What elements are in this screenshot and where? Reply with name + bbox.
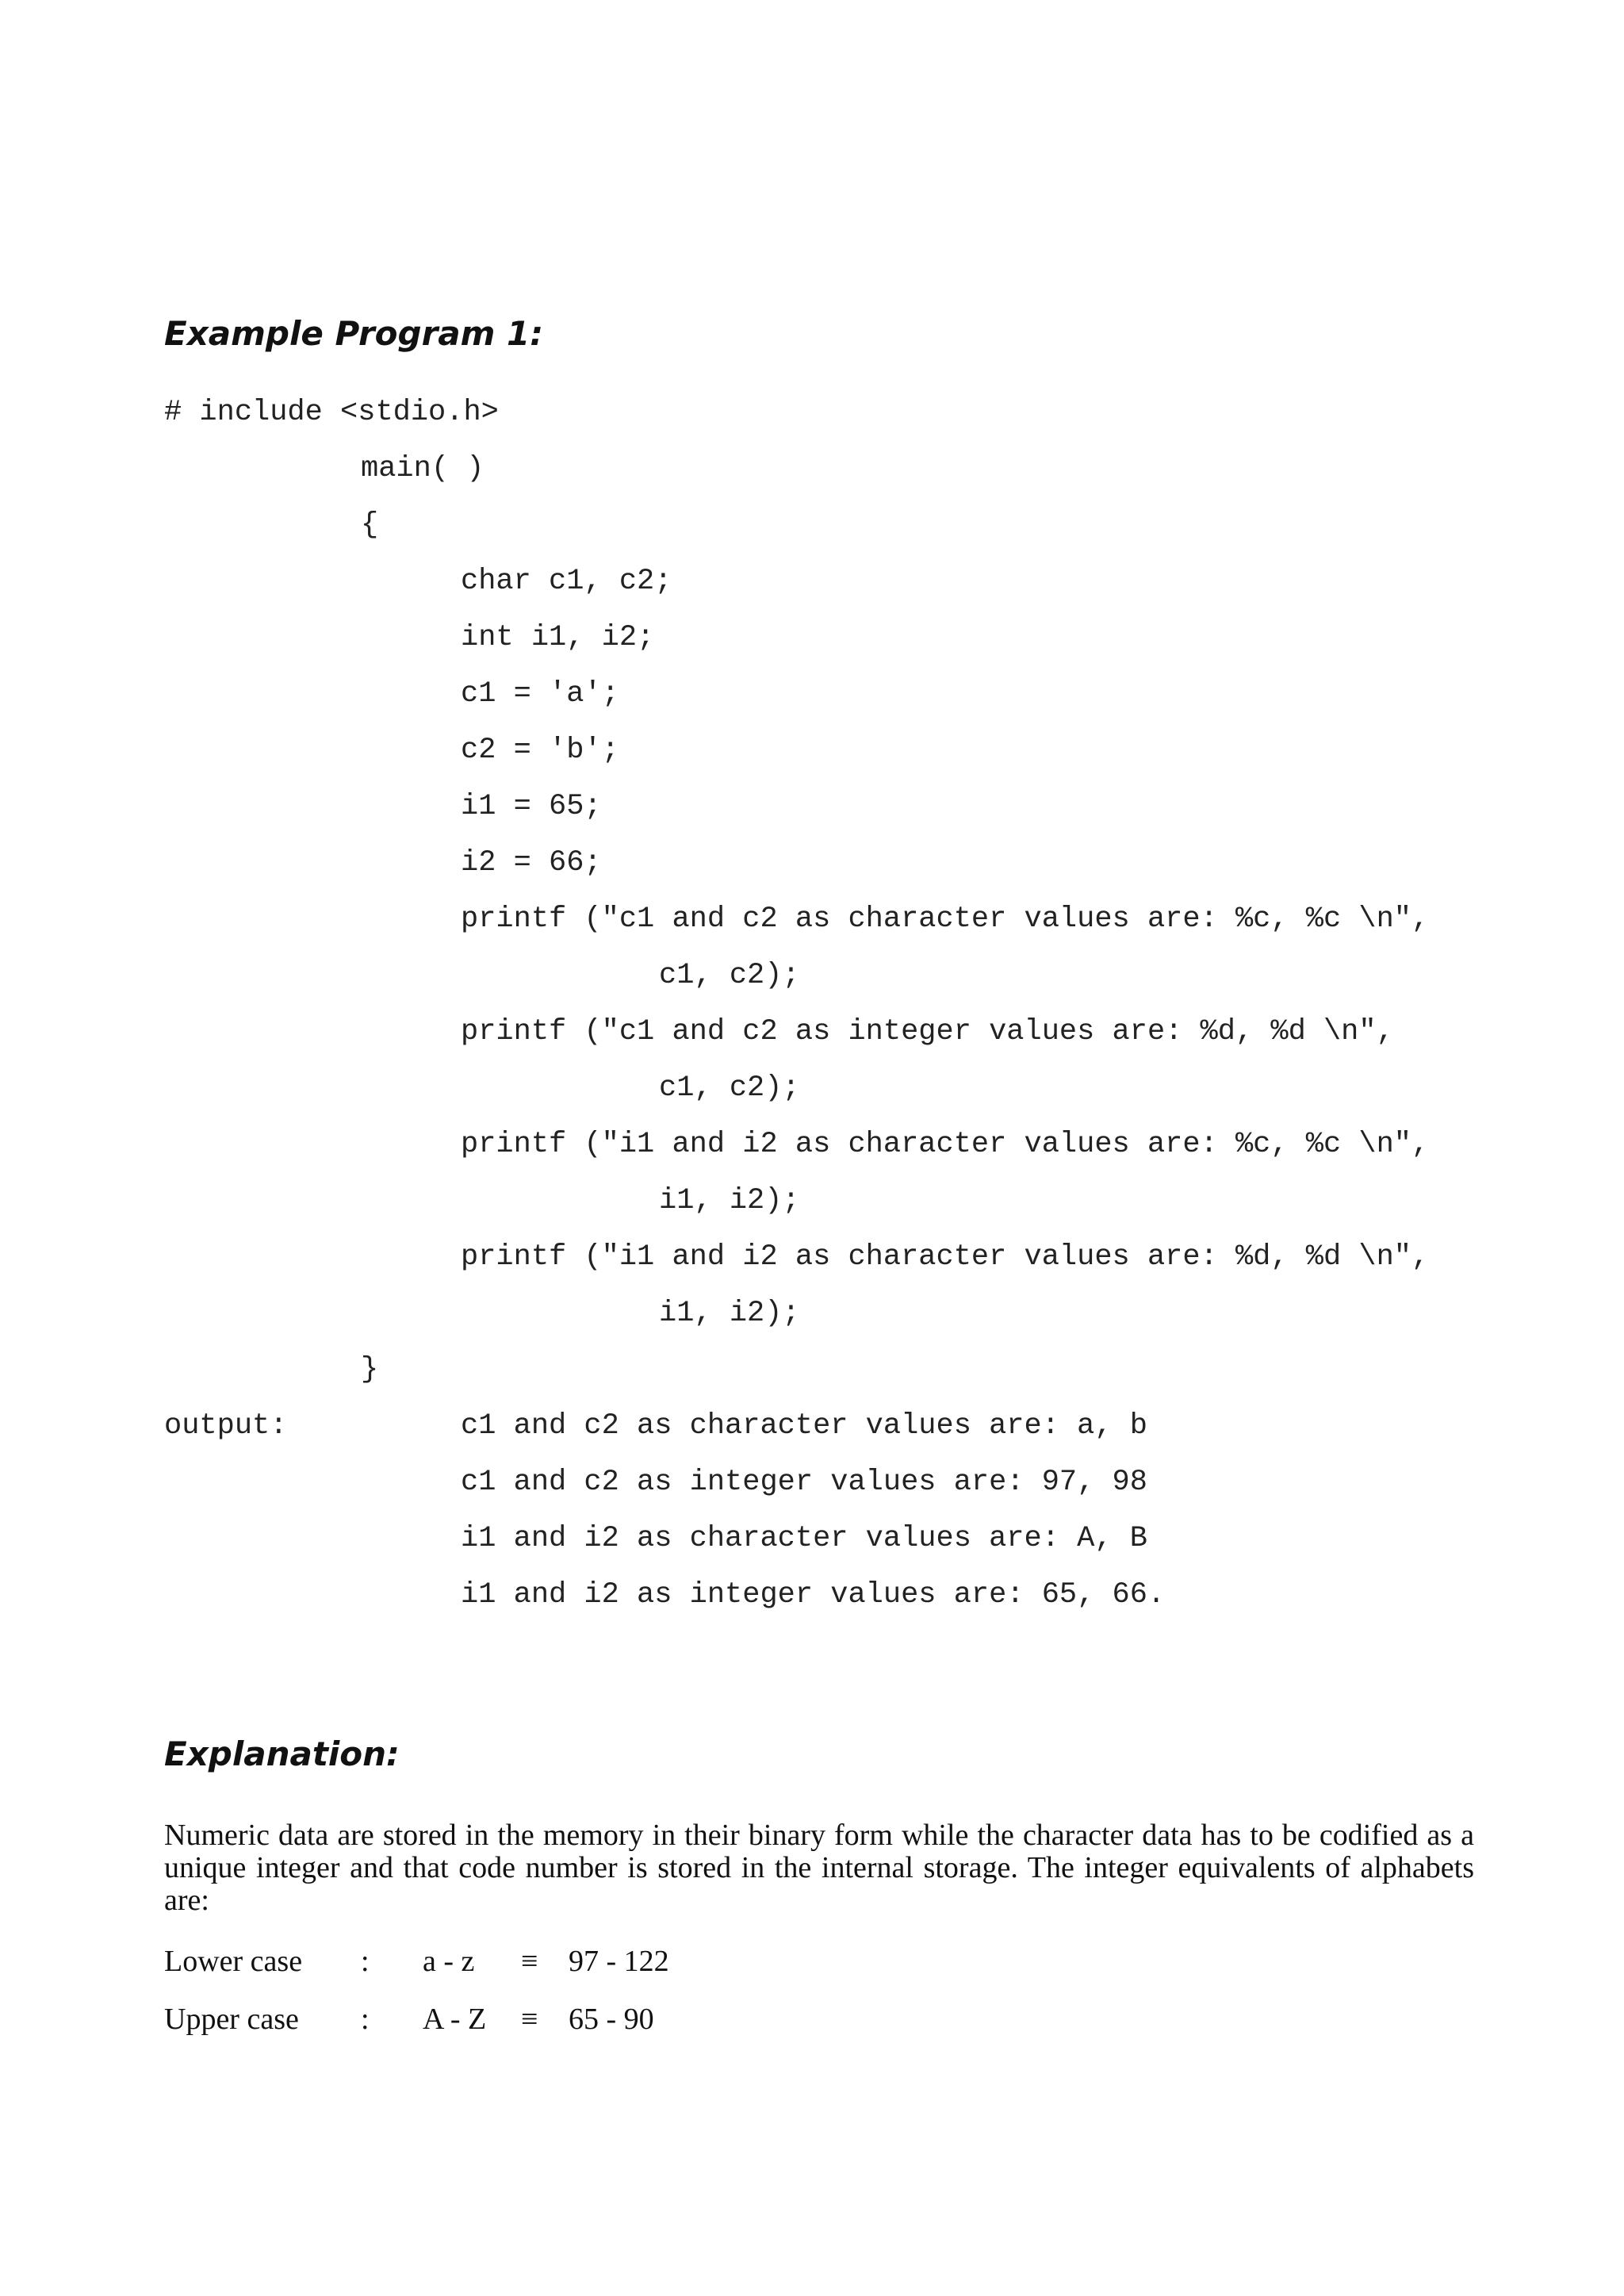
code-line: i2 = 66; [461, 846, 602, 880]
code-line: printf ("i1 and i2 as character values are: %c, %c \n", [461, 1128, 1430, 1161]
code-line: c1 = 'a'; [461, 677, 619, 711]
code-line: c1, c2); [659, 959, 800, 992]
code-line: i1, i2); [659, 1184, 800, 1217]
equivalence-symbol: ≡ [521, 2003, 538, 2036]
code-line: printf ("c1 and c2 as integer values are: %d, %d \n", [461, 1015, 1394, 1048]
code-line: printf ("i1 and i2 as character values are: %d, %d \n", [461, 1240, 1430, 1274]
code-line: printf ("c1 and c2 as character values are: %c, %c \n", [461, 903, 1430, 936]
letter-range: A - Z [423, 2003, 487, 2036]
case-label: Upper case [164, 2003, 299, 2036]
output-line: i1 and i2 as character values are: A, B [461, 1522, 1147, 1555]
code-line: main( ) [361, 452, 485, 485]
code-line: # include <stdio.h> [164, 396, 499, 429]
output-line: c1 and c2 as character values are: a, b [461, 1409, 1147, 1443]
output-line: c1 and c2 as integer values are: 97, 98 [461, 1466, 1147, 1499]
letter-range: a - z [423, 1945, 475, 1978]
code-line: { [361, 508, 379, 542]
code-line: c1, c2); [659, 1071, 800, 1105]
code-line: i1, i2); [659, 1297, 800, 1330]
colon: : [361, 2003, 370, 2036]
code-line: } [361, 1353, 379, 1386]
code-line: c2 = 'b'; [461, 734, 619, 767]
code-range: 97 - 122 [569, 1945, 669, 1978]
case-label: Lower case [164, 1945, 303, 1978]
equivalence-symbol: ≡ [521, 1945, 538, 1978]
code-line: int i1, i2; [461, 621, 655, 654]
code-line: char c1, c2; [461, 565, 672, 598]
explanation-paragraph: Numeric data are stored in the memory in their binary form while the character data has to be codified as a unique integer and that code number is stored in the internal storage. The integer equivalents of alphabets are: [164, 1819, 1474, 1917]
output-line: i1 and i2 as integer values are: 65, 66. [461, 1578, 1166, 1612]
example-program-heading: Example Program 1: [164, 314, 544, 353]
code-range: 65 - 90 [569, 2003, 654, 2036]
explanation-heading: Explanation: [164, 1734, 400, 1773]
colon: : [361, 1945, 370, 1978]
code-line: i1 = 65; [461, 790, 602, 823]
output-label: output: [164, 1409, 288, 1443]
